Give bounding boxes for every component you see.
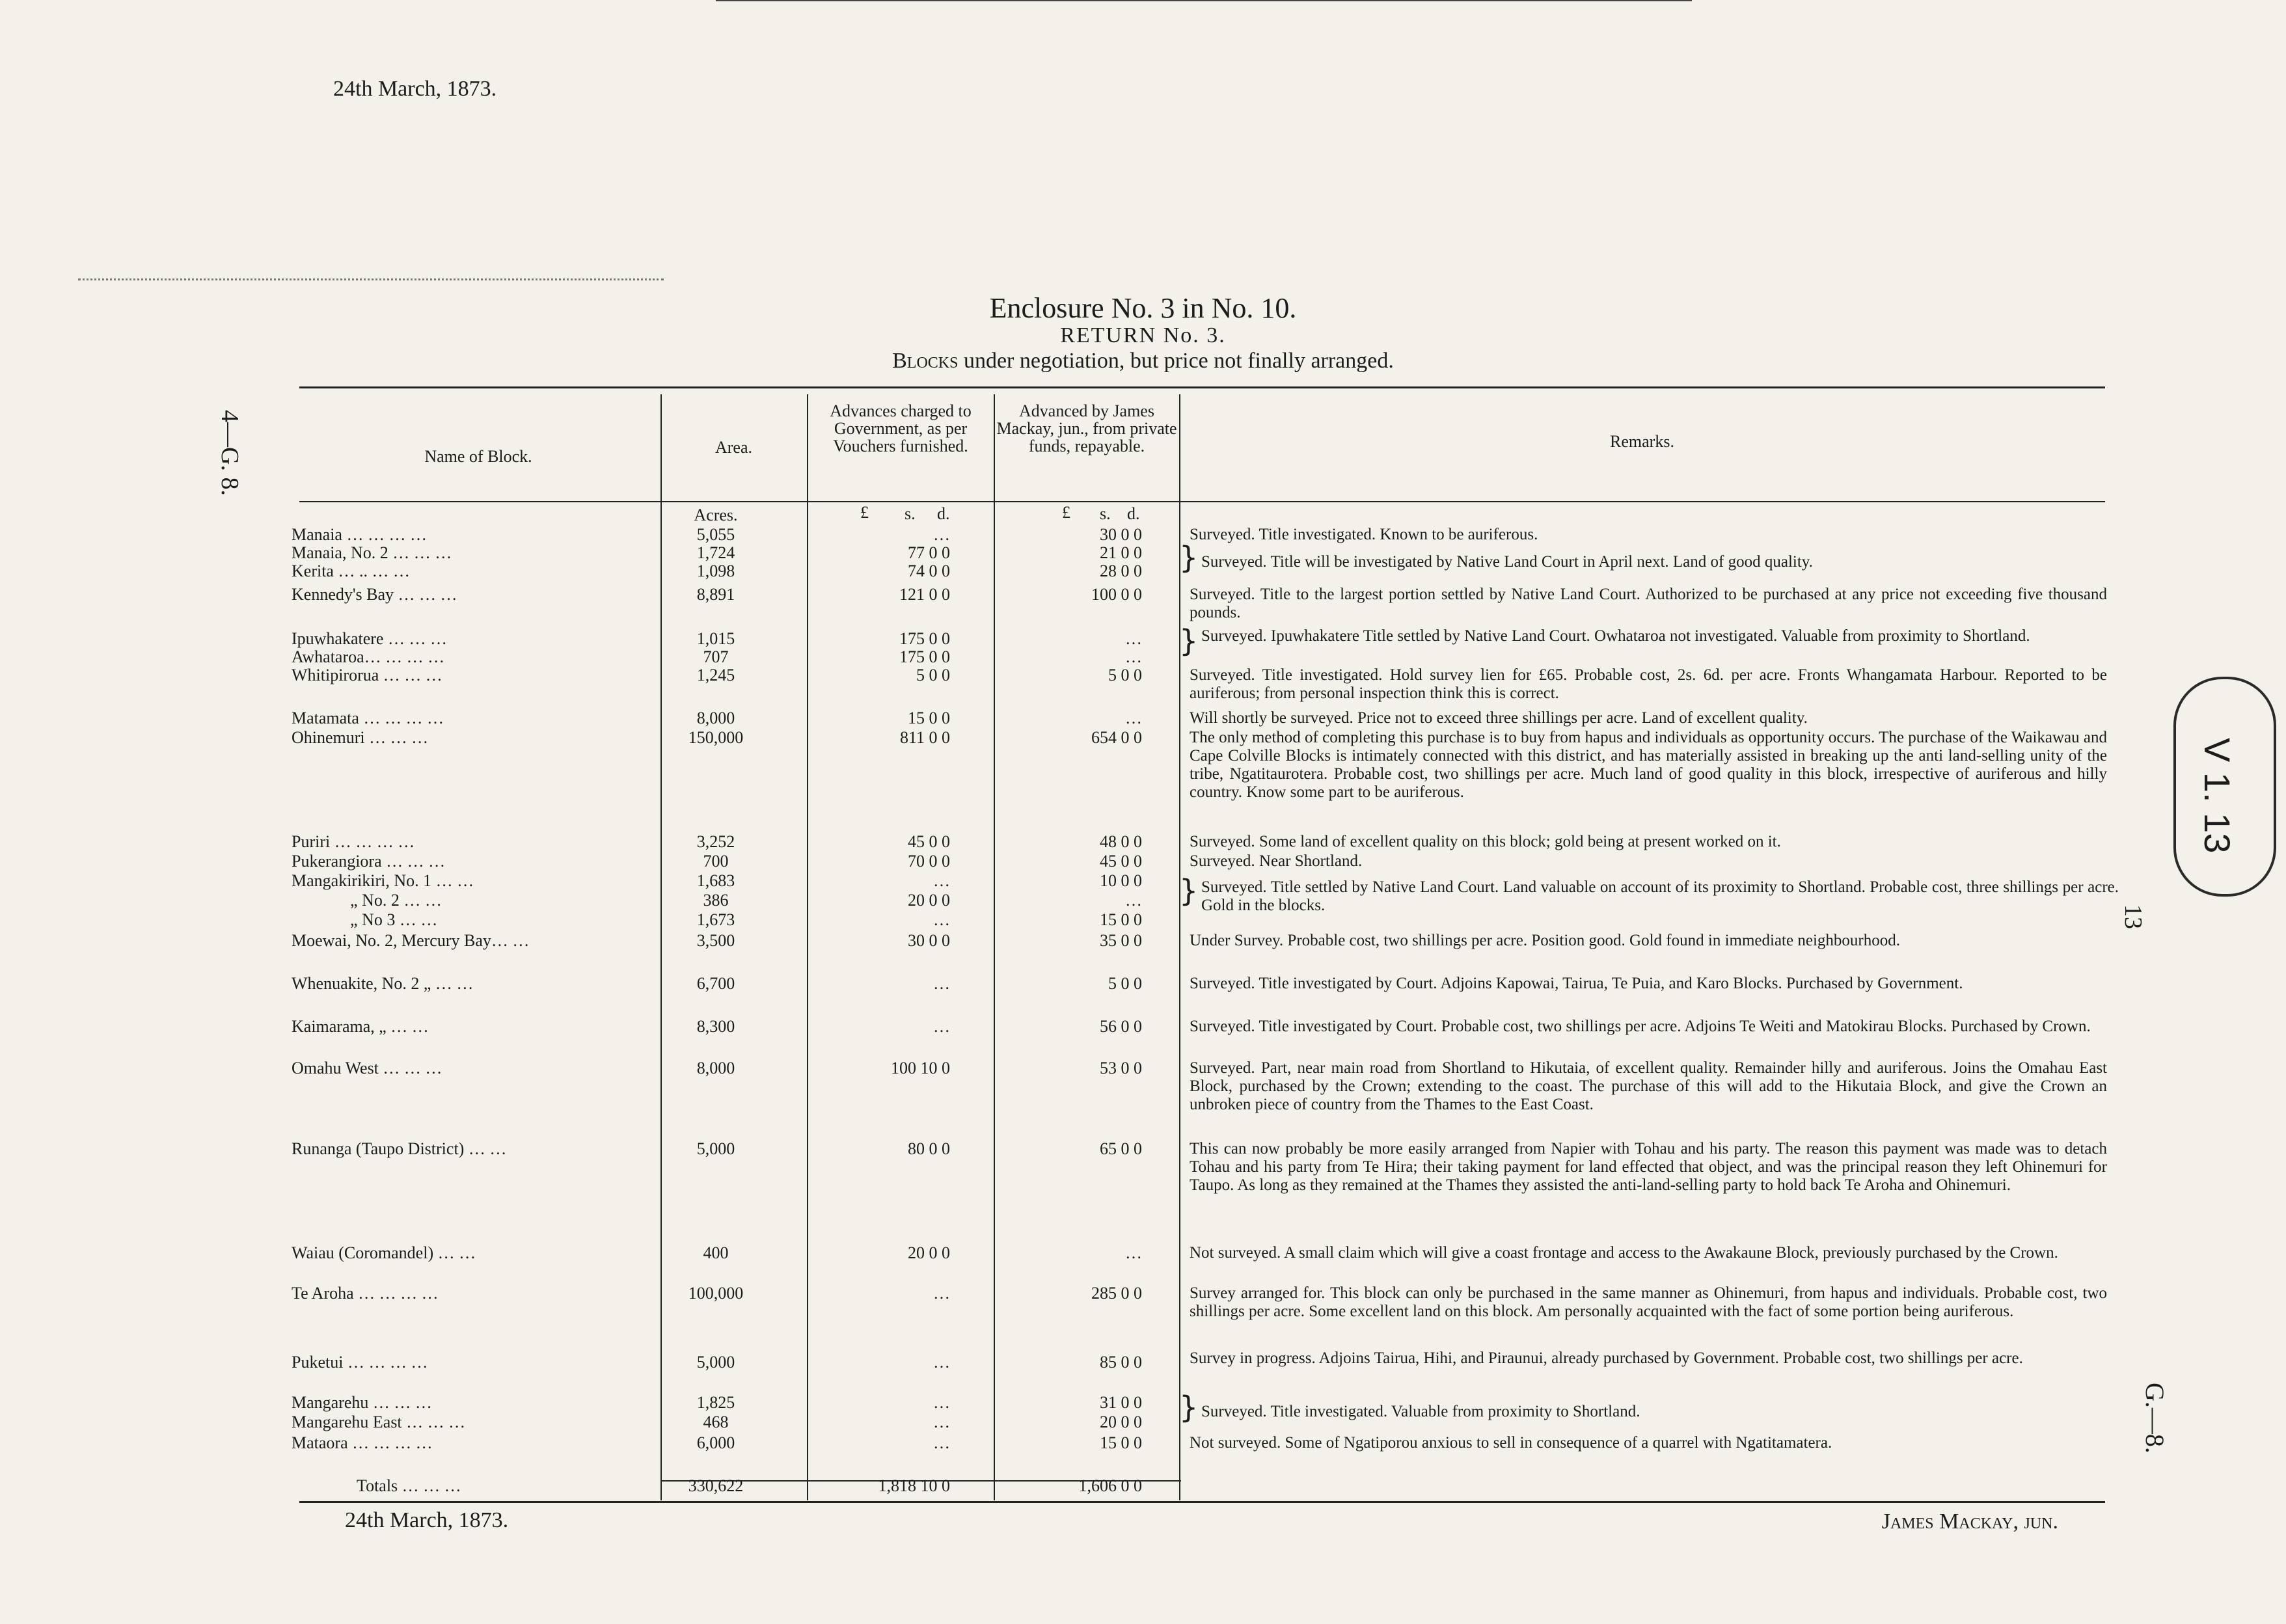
block-area: 100,000 — [688, 1284, 744, 1303]
gov-advance: 77 0 0 — [908, 543, 950, 562]
block-remark: Survey arranged for. This block can only be purchased in the same manner as Ohinemuri, from hapus and individuals. Probable cost, two shillings per acre. Some excellent land on this block. Am personally acquainted with the fact of some portion being auriferous. — [1190, 1284, 2107, 1320]
block-area: 1,825 — [696, 1393, 735, 1412]
block-area: 400 — [703, 1243, 729, 1262]
gov-advance: 20 0 0 — [908, 1243, 950, 1262]
gov-advance: … — [933, 525, 950, 544]
block-name: Whenuakite, No. 2 „ … … — [292, 974, 474, 993]
block-area: 8,000 — [696, 1059, 735, 1077]
block-name: Manaia … … … … — [292, 525, 427, 544]
mackay-advance: 31 0 0 — [1100, 1393, 1142, 1412]
mackay-advance: 654 0 0 — [1091, 728, 1142, 747]
side-reference-right: G.—8. — [2140, 1383, 2170, 1454]
mackay-advance: … — [1125, 1243, 1142, 1262]
mackay-advance: 100 0 0 — [1091, 585, 1142, 604]
mackay-advance: … — [1125, 647, 1142, 666]
mackay-advance: 85 0 0 — [1100, 1353, 1142, 1372]
gov-advance: 45 0 0 — [908, 832, 950, 851]
gov-advance: … — [933, 910, 950, 929]
block-remark: Survey in progress. Adjoins Tairua, Hihi, and Piraunui, already purchased by Government. Probable cost, two shillings per acre. — [1190, 1349, 2023, 1367]
date-top: 24th March, 1873. — [333, 77, 497, 101]
totals-label: Totals … … … — [357, 1476, 461, 1495]
mackay-advance: 285 0 0 — [1091, 1284, 1142, 1303]
mackay-advance: … — [1125, 629, 1142, 648]
block-area: 1,015 — [696, 629, 735, 648]
col-header-mackay: Advanced by James Mackay, jun., from private funds, repayable. — [996, 401, 1177, 455]
group-brace: } — [1179, 873, 1199, 908]
block-area: 8,000 — [696, 709, 735, 727]
block-remark: Surveyed. Title investigated. Known to be auriferous. — [1190, 526, 1538, 543]
block-area: 1,098 — [696, 562, 735, 580]
archive-stamp — [2173, 677, 2276, 897]
group-brace: } — [1179, 623, 1199, 658]
gov-advance: 20 0 0 — [908, 891, 950, 910]
gov-advance: 80 0 0 — [908, 1139, 950, 1158]
gov-advance: 175 0 0 — [899, 647, 950, 666]
block-name: Ipuwhakatere … … … — [292, 629, 447, 648]
block-name: Awhataroa… … … … — [292, 647, 445, 666]
unit-gov-pounds: £ — [860, 503, 869, 522]
gov-advance: … — [933, 1413, 950, 1431]
mackay-advance: 5 0 0 — [1108, 974, 1142, 993]
block-name: Kaimarama, „ … … — [292, 1017, 429, 1036]
block-name: „ No 3 … … — [350, 910, 438, 929]
block-name: Mataora … … … … — [292, 1433, 433, 1452]
gov-advance: 100 10 0 — [891, 1059, 950, 1077]
block-remark: The only method of completing this purchase is to buy from hapus and individuals as opportunity occurs. The purchase of the Waikawau and Cape Colville Blocks is intimately connected with this district, and has materially assisted in breaking up the anti land-selling unity of the tribe, Ngatitaurotera. Probable cost, two shillings per acre. Much land of good quality in this block, irrespective of auriferous and hilly country. Know some part to be auriferous. — [1190, 729, 2107, 801]
mackay-advance: 15 0 0 — [1100, 910, 1142, 929]
subtitle-rest: under negotiation, but price not finally arranged. — [958, 349, 1394, 373]
block-area: 386 — [703, 891, 729, 910]
block-remark: Surveyed. Title investigated by Court. Adjoins Kapowai, Tairua, Te Puia, and Karo Blocks. Purchased by Government. — [1190, 975, 1963, 992]
block-remark: Will shortly be surveyed. Price not to exceed three shillings per acre. Land of excellent quality. — [1190, 709, 1808, 727]
col-rule-gov — [807, 394, 808, 1500]
date-bottom: 24th March, 1873. — [345, 1508, 509, 1532]
gov-advance: … — [933, 871, 950, 890]
block-remark: Surveyed. Near Shortland. — [1190, 852, 1363, 870]
group-remark: Surveyed. Title will be investigated by Native Land Court in April next. Land of good quality. — [1201, 553, 1813, 571]
totals-mackay: 1,606 0 0 — [1078, 1476, 1142, 1495]
block-name: Ohinemuri … … … — [292, 728, 429, 747]
block-name: Omahu West … … … — [292, 1059, 442, 1077]
block-area: 468 — [703, 1413, 729, 1431]
mackay-advance: 10 0 0 — [1100, 871, 1142, 890]
gov-advance: … — [933, 1017, 950, 1036]
mackay-advance: … — [1125, 891, 1142, 910]
block-remark: Not surveyed. Some of Ngatiporou anxious to sell in consequence of a quarrel with Ngatitamatera. — [1190, 1434, 1832, 1452]
block-name: Waiau (Coromandel) … … — [292, 1243, 476, 1262]
block-remark: Surveyed. Title to the largest portion settled by Native Land Court. Authorized to be purchased at any price not exceeding five thousand pounds. — [1190, 586, 2107, 621]
gov-advance: 121 0 0 — [899, 585, 950, 604]
block-remark: Surveyed. Part, near main road from Shortland to Hikutaia, of excellent quality. Remainder hilly and auriferous. Joins the Omahau East Block, purchased by the Crown; extending to the coast. The purchase of this will add to the Hikutaia Block, and give the Crown an unbroken piece of country from the Thames to the East Coast. — [1190, 1059, 2107, 1113]
block-name: Mangarehu East … … … — [292, 1413, 466, 1431]
subtitle-prefix: Blocks — [892, 349, 959, 373]
block-remark: Surveyed. Some land of excellent quality on this block; gold being at present worked on it. — [1190, 833, 1781, 850]
mackay-advance: 15 0 0 — [1100, 1433, 1142, 1452]
col-rule-mackay — [994, 394, 995, 1500]
return-title: RETURN No. 3. — [1060, 323, 1226, 347]
block-name: Runanga (Taupo District) … … — [292, 1139, 507, 1158]
block-name: Mangakirikiri, No. 1 … … — [292, 871, 474, 890]
block-name: Kennedy's Bay … … … — [292, 585, 457, 604]
gov-advance: 30 0 0 — [908, 931, 950, 950]
group-remark: Surveyed. Ipuwhakatere Title settled by Native Land Court. Owhataroa not investigated. Valuable from proximity to Shortland. — [1201, 627, 2030, 645]
block-area: 5,000 — [696, 1353, 735, 1372]
unit-mackay-pence: d. — [1127, 504, 1140, 523]
col-header-gov: Advances charged to Government, as per Vouchers furnished. — [830, 401, 972, 455]
gov-advance: … — [933, 1393, 950, 1412]
block-area: 6,700 — [696, 974, 735, 993]
unit-gov-shillings: s. — [905, 504, 916, 523]
block-name: Matamata … … … … — [292, 709, 444, 727]
group-remark: Surveyed. Title investigated. Valuable from proximity to Shortland. — [1201, 1403, 1640, 1420]
col-header-name: Name of Block. — [424, 447, 532, 466]
col-header-remarks: Remarks. — [1610, 432, 1674, 451]
block-remark: Under Survey. Probable cost, two shillings per acre. Position good. Gold found in immediate neighbourhood. — [1190, 932, 1900, 949]
block-name: Whitipirorua … … … — [292, 666, 442, 684]
block-remark: Surveyed. Title investigated. Hold survey lien for £65. Probable cost, 2s. 6d. per acre. Fronts Whangamata Harbour. Reported to be auriferous; from personal inspection think this is correct. — [1190, 666, 2107, 702]
gov-advance: 811 0 0 — [899, 728, 950, 747]
block-name: Te Aroha … … … … — [292, 1284, 439, 1303]
group-brace: } — [1179, 1390, 1199, 1425]
gov-advance: 74 0 0 — [908, 562, 950, 580]
unit-mackay-shillings: s. — [1100, 504, 1111, 523]
block-area: 8,300 — [696, 1017, 735, 1036]
unit-mackay-pounds: £ — [1062, 503, 1070, 522]
unit-acres: Acres. — [694, 506, 738, 524]
block-name: Mangarehu … … … — [292, 1393, 432, 1412]
block-name: Puriri … … … … — [292, 832, 415, 851]
block-name: Puketui … … … … — [292, 1353, 428, 1372]
block-area: 150,000 — [688, 728, 744, 747]
block-area: 3,500 — [696, 931, 735, 950]
block-area: 1,724 — [696, 543, 735, 562]
block-area: 6,000 — [696, 1433, 735, 1452]
block-area: 707 — [703, 647, 729, 666]
enclosure-title: Enclosure No. 3 in No. 10. — [989, 292, 1297, 324]
mackay-advance: 21 0 0 — [1100, 543, 1142, 562]
mackay-advance: 35 0 0 — [1100, 931, 1142, 950]
block-remark: This can now probably be more easily arranged from Napier with Tohau and his party. The reason this payment was made was to detach Tohau and his party from Te Hira; their taking payment for land effected that object, and was the principal reason they left Ohinemuri for Taupo. As long as they remained at the Thames they assisted the anti-land-selling party to hold back Te Aroha and Ohinemuri. — [1190, 1140, 2107, 1194]
mackay-advance: 48 0 0 — [1100, 832, 1142, 851]
block-area: 1,683 — [696, 871, 735, 890]
mackay-advance: 56 0 0 — [1100, 1017, 1142, 1036]
mackay-advance: 5 0 0 — [1108, 666, 1142, 684]
side-reference-left: 4—G. 8. — [216, 410, 243, 496]
block-remark: Surveyed. Title investigated by Court. Probable cost, two shillings per acre. Adjoins Te Weiti and Matokirau Blocks. Purchased by Crown. — [1190, 1018, 2091, 1035]
gov-advance: … — [933, 1353, 950, 1372]
page-number: 13 — [2119, 904, 2147, 929]
gov-advance: 175 0 0 — [899, 629, 950, 648]
mackay-advance: 65 0 0 — [1100, 1139, 1142, 1158]
mackay-advance: … — [1125, 709, 1142, 727]
mackay-advance: 20 0 0 — [1100, 1413, 1142, 1431]
table-bottom-rule — [299, 1501, 2105, 1503]
totals-gov: 1,818 10 0 — [878, 1476, 950, 1495]
totals-area: 330,622 — [688, 1476, 744, 1495]
block-area: 700 — [703, 852, 729, 871]
gov-advance: 5 0 0 — [916, 666, 950, 684]
col-header-area: Area. — [714, 438, 752, 457]
mackay-advance: 30 0 0 — [1100, 525, 1142, 544]
block-name: Pukerangiora … … … — [292, 852, 446, 871]
gov-advance: 70 0 0 — [908, 852, 950, 871]
gov-advance: 15 0 0 — [908, 709, 950, 727]
block-name: Moewai, No. 2, Mercury Bay… … — [292, 931, 530, 950]
block-area: 5,000 — [696, 1139, 735, 1158]
block-area: 3,252 — [696, 832, 735, 851]
group-brace: } — [1179, 540, 1199, 575]
table-subtitle — [0, 349, 2286, 373]
block-area: 8,891 — [696, 585, 735, 604]
header-bottom-rule — [299, 501, 2105, 502]
margin-dash-line — [78, 278, 664, 280]
top-rule — [716, 0, 1692, 1]
signature: James Mackay, jun. — [1881, 1509, 2058, 1534]
block-remark: Not surveyed. A small claim which will give a coast frontage and access to the Awakaune Block, previously purchased by the Crown. — [1190, 1244, 2058, 1262]
stamp-text: V 1. 13 — [2197, 738, 2238, 854]
block-name: Kerita … .. … … — [292, 562, 410, 580]
block-area: 5,055 — [696, 525, 735, 544]
block-name: Manaia, No. 2 … … … — [292, 543, 452, 562]
unit-gov-pence: d. — [937, 504, 950, 523]
block-name: „ No. 2 … … — [350, 891, 442, 910]
mackay-advance: 45 0 0 — [1100, 852, 1142, 871]
block-area: 1,245 — [696, 666, 735, 684]
group-remark: Surveyed. Title settled by Native Land Court. Land valuable on account of its proximity to Shortland. Probable cost, three shillings per acre. Gold in the blocks. — [1201, 878, 2119, 914]
gov-advance: … — [933, 1284, 950, 1303]
mackay-advance: 28 0 0 — [1100, 562, 1142, 580]
gov-advance: … — [933, 974, 950, 993]
mackay-advance: 53 0 0 — [1100, 1059, 1142, 1077]
block-area: 1,673 — [696, 910, 735, 929]
table-top-rule — [299, 386, 2105, 388]
gov-advance: … — [933, 1433, 950, 1452]
